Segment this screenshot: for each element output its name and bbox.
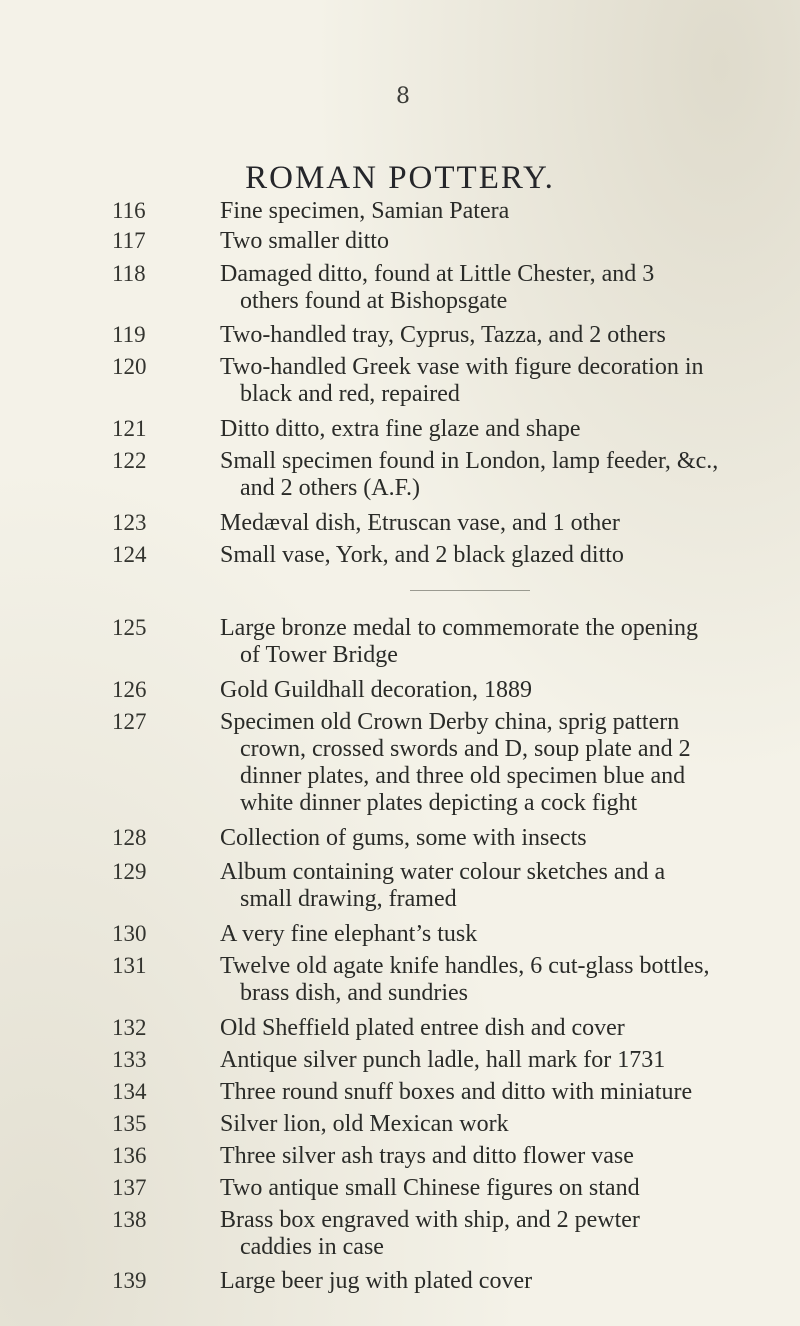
item-description: Damaged ditto, found at Little Chester, and 3 [220, 261, 655, 287]
item-number: 124 [112, 542, 147, 567]
item-description: Three silver ash trays and ditto flower vase [220, 1143, 634, 1169]
item-description-continued: and 2 others (A.F.) [240, 475, 421, 501]
item-description: Ditto ditto, extra fine glaze and shape [220, 416, 581, 442]
item-number: 131 [112, 953, 147, 978]
item-description: Medæval dish, Etruscan vase, and 1 other [220, 510, 620, 536]
item-number: 127 [112, 709, 147, 734]
item-number: 125 [112, 615, 147, 640]
page-title: ROMAN POTTERY. [245, 160, 555, 196]
item-description-continued: dinner plates, and three old specimen blue and [240, 763, 686, 789]
item-number: 134 [112, 1079, 147, 1104]
item-description: Twelve old agate knife handles, 6 cut-glass bottles, [220, 953, 710, 979]
item-description: Two antique small Chinese figures on stand [220, 1175, 640, 1201]
item-description: Antique silver punch ladle, hall mark for 1731 [220, 1047, 666, 1073]
item-description: Fine specimen, Samian Patera [220, 198, 510, 224]
item-description-continued: black and red, repaired [240, 381, 460, 407]
item-number: 133 [112, 1047, 147, 1072]
item-number: 130 [112, 921, 147, 946]
item-number: 137 [112, 1175, 147, 1200]
item-number: 123 [112, 510, 147, 535]
item-description: Large bronze medal to commemorate the opening [220, 615, 699, 641]
item-description-continued: crown, crossed swords and D, soup plate and 2 [240, 736, 691, 762]
item-description-continued: others found at Bishopsgate [240, 288, 508, 314]
item-description: Collection of gums, some with insects [220, 825, 587, 851]
item-description: A very fine elephant’s tusk [220, 921, 478, 947]
item-number: 119 [112, 322, 146, 347]
item-description: Small specimen found in London, lamp feeder, &c., [220, 448, 719, 474]
item-number: 120 [112, 354, 147, 379]
page-number: 8 [396, 84, 410, 109]
item-description-continued: white dinner plates depicting a cock fight [240, 790, 638, 816]
item-description-continued: caddies in case [240, 1234, 384, 1260]
item-number: 135 [112, 1111, 147, 1136]
item-description: Gold Guildhall decoration, 1889 [220, 677, 532, 703]
item-description: Specimen old Crown Derby china, sprig pattern [220, 709, 680, 735]
item-number: 132 [112, 1015, 147, 1040]
item-number: 122 [112, 448, 147, 473]
item-description: Small vase, York, and 2 black glazed ditto [220, 542, 624, 568]
item-description: Silver lion, old Mexican work [220, 1111, 509, 1137]
item-description: Brass box engraved with ship, and 2 pewter [220, 1207, 640, 1233]
item-description: Album containing water colour sketches and a [220, 859, 666, 885]
item-description: Two-handled tray, Cyprus, Tazza, and 2 others [220, 322, 666, 348]
item-description: Three round snuff boxes and ditto with miniature [220, 1079, 693, 1105]
item-description: Two smaller ditto [220, 228, 389, 254]
item-number: 139 [112, 1268, 147, 1293]
item-description: Old Sheffield plated entree dish and cover [220, 1015, 625, 1041]
item-description-continued: small drawing, framed [240, 886, 457, 912]
item-number: 129 [112, 859, 147, 884]
item-description-continued: of Tower Bridge [240, 642, 398, 668]
item-description: Two-handled Greek vase with figure decoration in [220, 354, 704, 380]
item-number: 118 [112, 261, 146, 286]
item-number: 128 [112, 825, 147, 850]
item-description-continued: brass dish, and sundries [240, 980, 468, 1006]
item-number: 136 [112, 1143, 147, 1168]
item-number: 116 [112, 198, 146, 223]
item-number: 121 [112, 416, 147, 441]
item-number: 138 [112, 1207, 147, 1232]
section-divider [410, 590, 530, 591]
item-description: Large beer jug with plated cover [220, 1268, 533, 1294]
item-number: 117 [112, 228, 146, 253]
item-number: 126 [112, 677, 147, 702]
